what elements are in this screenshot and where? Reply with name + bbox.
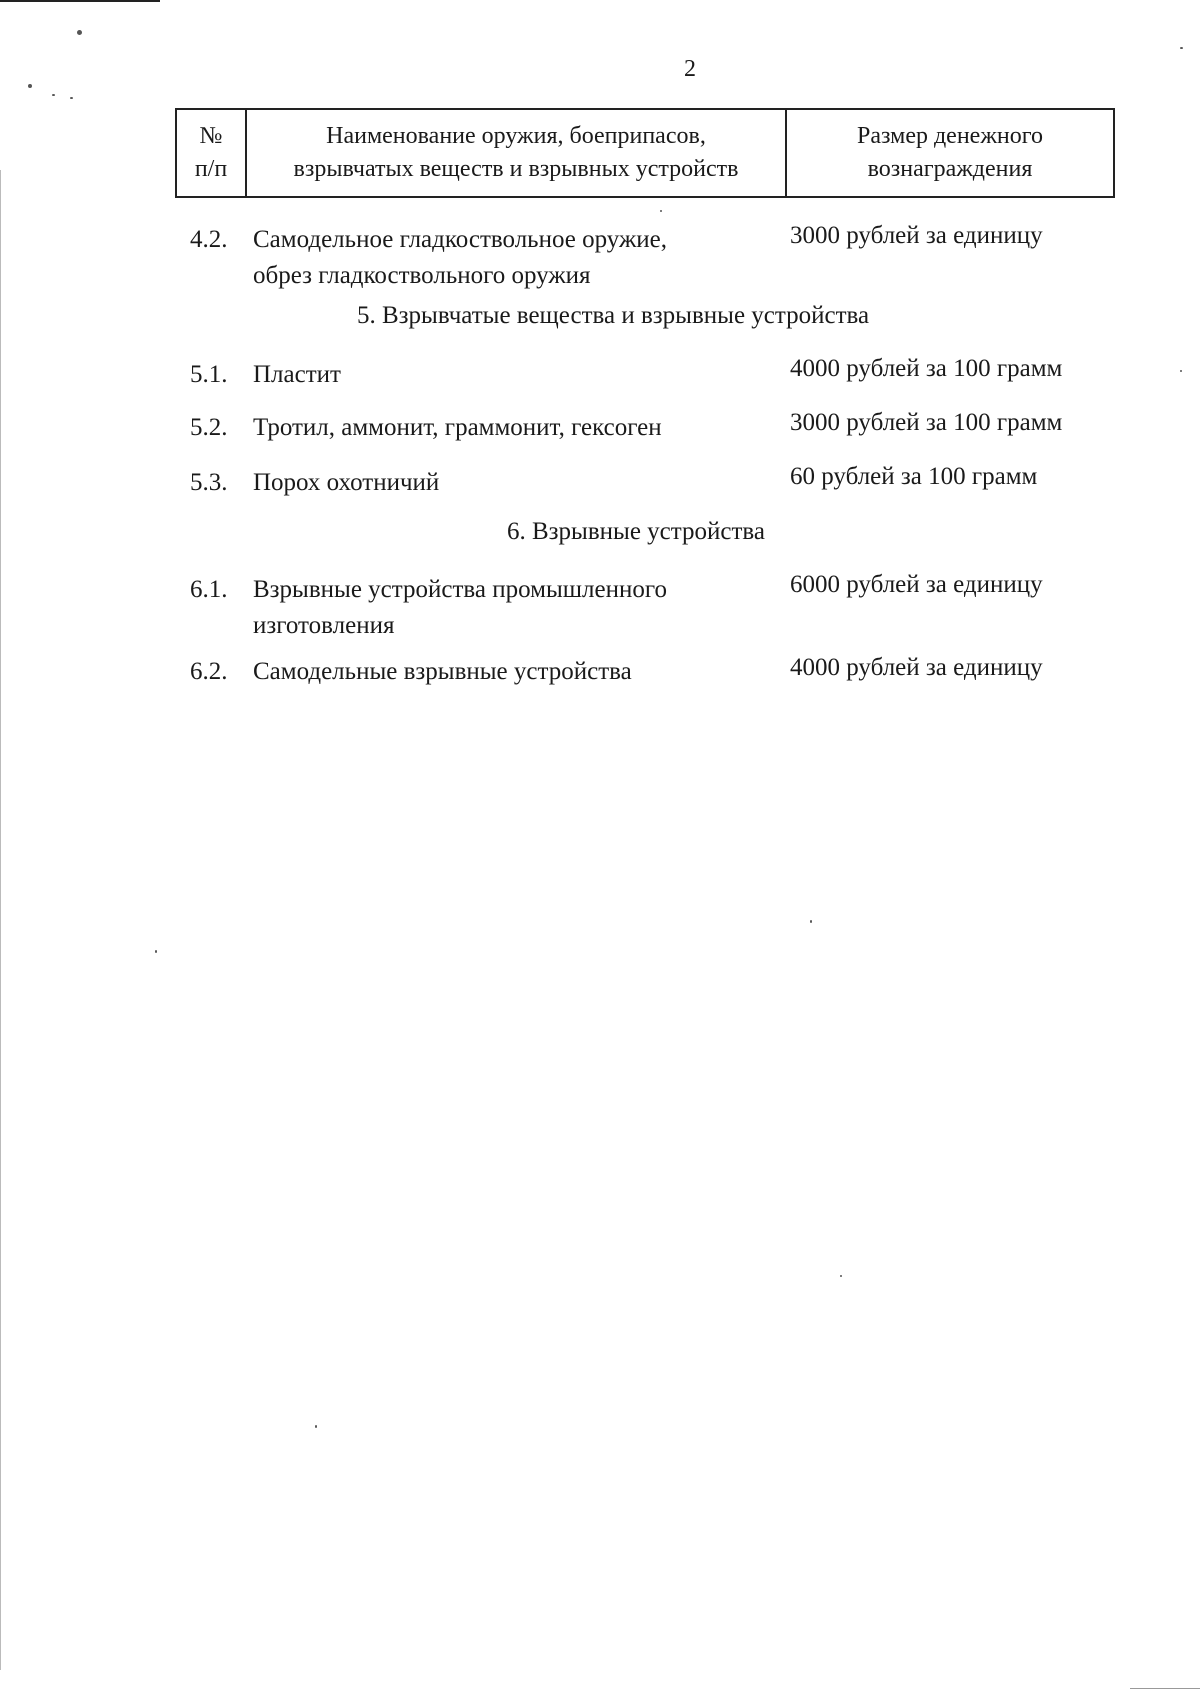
header-name-column: [247, 110, 787, 196]
header-number-sublabel: п/п: [194, 156, 228, 182]
row-number: 5.2.: [190, 414, 228, 441]
row-name: [253, 222, 773, 294]
row-name: [253, 572, 773, 644]
row-name-line2: обрез гладкоствольного оружия: [253, 262, 591, 289]
header-number-label: №: [199, 123, 223, 149]
header-reward-line2: вознаграждения: [867, 156, 1033, 182]
scan-speck: [810, 920, 812, 923]
header-reward-line1: Размер денежного: [856, 123, 1043, 149]
row-number: 6.2.: [190, 658, 228, 685]
scan-speck: [28, 84, 32, 88]
scan-speck: [1180, 370, 1182, 372]
scan-speck: [77, 30, 82, 35]
scan-edge-bottom: [1130, 1688, 1200, 1689]
header-reward-column: [787, 110, 1113, 196]
scan-edge-left: [0, 170, 1, 1670]
row-name-line1: Порох охотничий: [253, 469, 440, 496]
row-name-line2: изготовления: [253, 612, 395, 639]
row-reward: 3000 рублей за 100 грамм: [790, 409, 1063, 436]
row-name-line1: Взрывные устройства промышленного: [253, 576, 667, 603]
row-reward: 6000 рублей за единицу: [790, 571, 1043, 598]
header-name-line2: взрывчатых веществ и взрывных устройств: [293, 156, 739, 182]
scan-edge-top: [0, 0, 160, 2]
row-reward: 3000 рублей за единицу: [790, 222, 1043, 249]
scan-speck: [315, 1425, 317, 1428]
row-name-line1: Самодельное гладкоствольное оружие,: [253, 226, 667, 253]
row-name-line1: Тротил, аммонит, граммонит, гексоген: [253, 414, 662, 441]
scan-speck: [840, 1275, 842, 1277]
row-name: [253, 357, 773, 393]
row-reward: 60 рублей за 100 грамм: [790, 463, 1038, 490]
scan-speck: [52, 94, 55, 96]
header-number-column: [177, 110, 247, 196]
scan-speck: [660, 210, 662, 212]
row-reward: 4000 рублей за 100 грамм: [790, 355, 1063, 382]
scan-speck: [155, 950, 157, 953]
row-reward: 4000 рублей за единицу: [790, 654, 1043, 681]
row-number: 6.1.: [190, 576, 228, 603]
row-name: [253, 654, 773, 690]
row-name-line1: Самодельные взрывные устройства: [253, 658, 632, 685]
row-name: [253, 410, 773, 446]
row-number: 5.1.: [190, 361, 228, 388]
page-number: 2: [684, 56, 696, 82]
header-name-line1: Наименование оружия, боеприпасов,: [326, 123, 706, 149]
row-number: 4.2.: [190, 226, 228, 253]
row-name-line1: Пластит: [253, 361, 341, 388]
table-header: [175, 108, 1115, 198]
section-heading: 6. Взрывные устройства: [507, 518, 765, 545]
section-heading: 5. Взрывчатые вещества и взрывные устройства: [357, 302, 870, 329]
row-number: 5.3.: [190, 469, 228, 496]
row-name: [253, 465, 773, 501]
scan-speck: [70, 97, 73, 99]
scan-speck: [1180, 47, 1183, 49]
